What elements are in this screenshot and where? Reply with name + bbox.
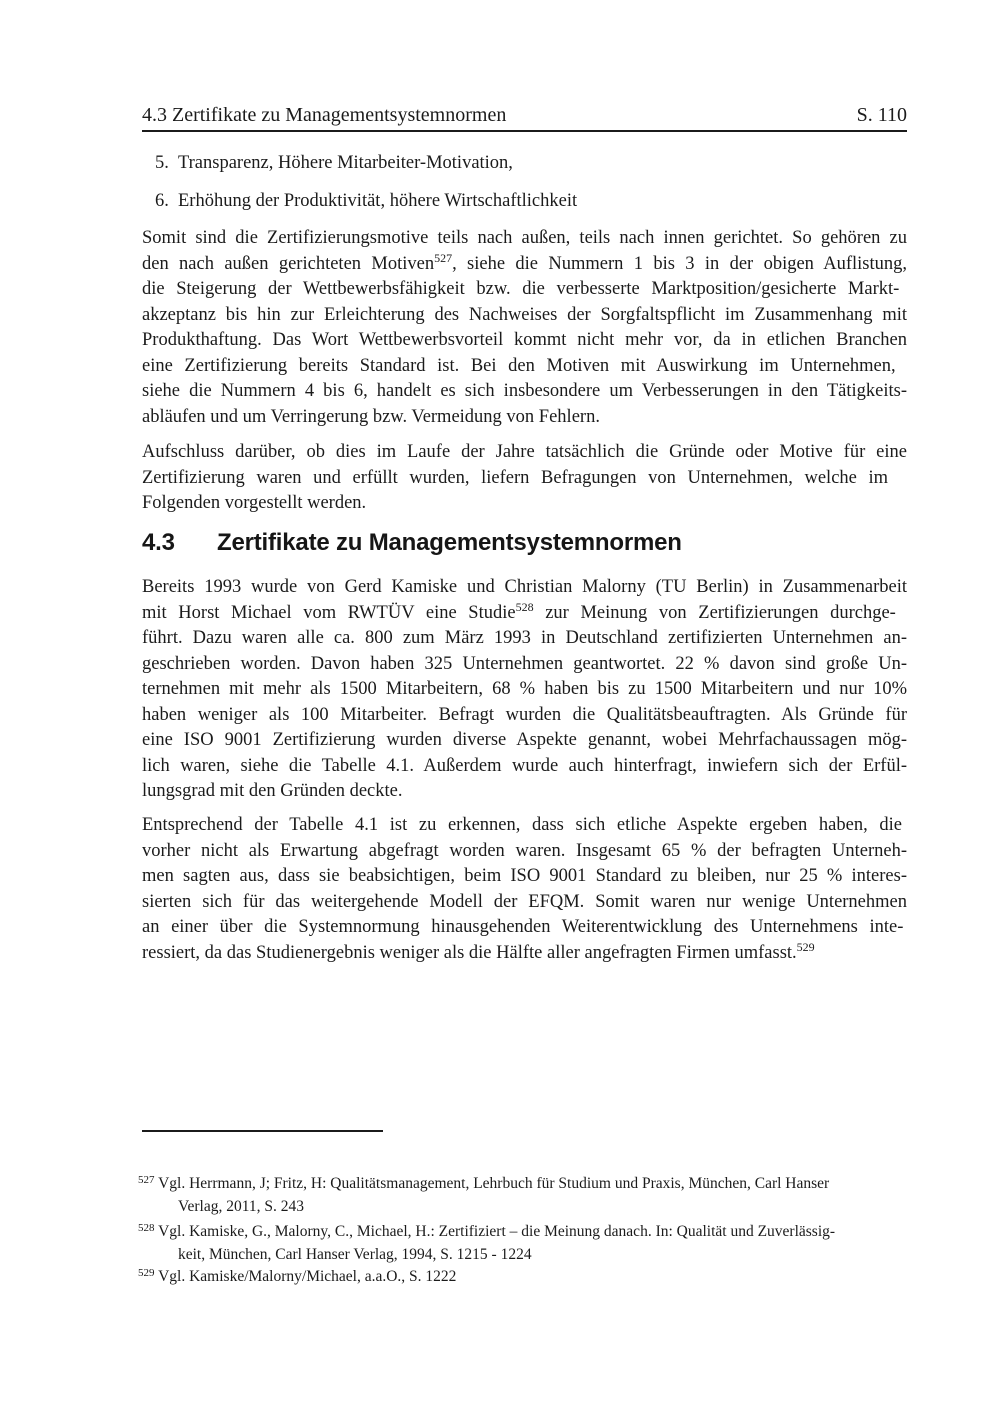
footnote-separator: [142, 1130, 383, 1132]
text-segment: ressiert, da das Studienergebnis weniger als die Hälfte aller angefragten Firmen umfasst.: [142, 942, 797, 963]
text-line: Folgenden vorgestellt werden.: [142, 493, 367, 513]
list-item-number: 5.: [155, 153, 169, 173]
footnote-ref-527: 527: [434, 250, 453, 265]
text-line: haben weniger als 100 Mitarbeiter. Befragt wurden die Qualitätsbeauftragten. Als Gründe für: [142, 704, 907, 725]
text-line: an einer über die Systemnormung hinausgehenden Weiterentwicklung des Unternehmens inte-: [142, 917, 904, 937]
text-line: vorher nicht als Erwartung abgefragt worden waren. Insgesamt 65 % der befragten Unterneh-: [142, 840, 907, 861]
text-line: lungsgrad mit den Gründen deckte.: [142, 781, 403, 801]
text-line: eine Zertifizierung bereits Standard ist. Bei den Motiven mit Auswirkung im Unternehmen,: [142, 355, 896, 376]
list-item-text: Transparenz, Höhere Mitarbeiter-Motivation,: [178, 153, 513, 173]
text-line: [142, 252, 907, 278]
text-line: Produkthaftung. Das Wort Wettbewerbsvorteil kommt nicht mehr vor, da in etlichen Branchen: [142, 330, 907, 350]
footnote-line: [138, 1221, 928, 1244]
text-line: ternehmen mit mehr als 1500 Mitarbeitern, 68 % haben bis zu 1500 Mitarbeitern und nur 10%: [142, 679, 907, 699]
footnote-text: Vgl. Kamiske, G., Malorny, C., Michael, H.: Zertifiziert – die Meinung danach. In: Qualität und Zuverlässig-: [158, 1223, 836, 1240]
section-title: Zertifikate zu Managementsystemnormen: [217, 529, 682, 556]
text-line: men sagten aus, dass sie beabsichtigen, beim ISO 9001 Standard zu bleiben, nur 25 % interes-: [142, 866, 907, 886]
paragraph-aufschluss: [142, 440, 907, 517]
paragraph-studie: [142, 575, 907, 805]
paragraph-tabelle: [142, 813, 907, 966]
section-number: 4.3: [142, 529, 175, 556]
footnote-527: [138, 1173, 928, 1218]
text-line: Entsprechend der Tabelle 4.1 ist zu erkennen, dass sich etliche Aspekte ergeben haben, die: [142, 815, 902, 835]
text-line: die Steigerung der Wettbewerbsfähigkeit bzw. die verbesserte Marktposition/gesicherte Markt-: [142, 279, 900, 299]
footnote-line: Verlag, 2011, S. 243: [178, 1197, 304, 1215]
list-item-text: Erhöhung der Produktivität, höhere Wirtschaftlichkeit: [178, 191, 578, 211]
text-line: führt. Dazu waren alle ca. 800 zum März 1993 in Deutschland zertifizierten Unternehmen an-: [142, 628, 907, 648]
text-line: Zertifizierung waren und erfüllt wurden, liefern Befragungen von Unternehmen, welche im: [142, 467, 889, 488]
text-segment: zur Meinung von Zertifizierungen durchge-: [533, 602, 896, 623]
list-item-6: [142, 189, 920, 215]
text-segment: , siehe die Nummern 1 bis 3 in der obigen Auflistung,: [452, 253, 908, 274]
footnote-line: [138, 1173, 928, 1196]
footnote-ref-528: 528: [515, 599, 534, 614]
footnote-text: Vgl. Herrmann, J; Fritz, H: Qualitätsmanagement, Lehrbuch für Studium und Praxis, München, Carl Hanser: [158, 1175, 830, 1192]
footnote-line: keit, München, Carl Hanser Verlag, 1994, S. 1215 - 1224: [178, 1245, 532, 1263]
paragraph-motive: [142, 226, 907, 430]
footnote-529: [138, 1266, 928, 1289]
footnote-line: [138, 1266, 928, 1289]
text-segment: den nach außen gerichteten Motiven: [142, 253, 435, 274]
footnote-ref-529: 529: [796, 939, 815, 954]
page-number: S. 110: [856, 104, 907, 126]
text-line: Somit sind die Zertifizierungsmotive teils nach außen, teils nach innen gerichtet. So gehören zu: [142, 228, 907, 248]
running-header-title: 4.3 Zertifikate zu Managementsystemnormen: [142, 104, 507, 126]
list-item-5: [142, 151, 920, 177]
text-line: [142, 941, 907, 967]
footnote-marker-528: 528: [138, 1222, 155, 1234]
running-header: [142, 103, 907, 132]
text-segment: mit Horst Michael vom RWTÜV eine Studie: [142, 602, 516, 623]
text-line: lich waren, siehe die Tabelle 4.1. Außerdem wurde auch hinterfragt, inwiefern sich der Erfül-: [142, 755, 907, 776]
text-line: abläufen und um Verringerung bzw. Vermeidung von Fehlern.: [142, 406, 600, 427]
footnote-text: Vgl. Kamiske/Malorny/Michael, a.a.O., S. 1222: [158, 1268, 457, 1285]
section-heading: [142, 528, 682, 558]
text-line: [142, 601, 907, 627]
text-line: geschrieben worden. Davon haben 325 Unternehmen geantwortet. 22 % davon sind große Un-: [142, 653, 907, 674]
text-line: eine ISO 9001 Zertifizierung wurden diverse Aspekte genannt, wobei Mehrfachaussagen mög-: [142, 730, 907, 750]
text-line: sierten sich für das weitergehende Modell der EFQM. Somit waren nur wenige Unternehmen: [142, 891, 907, 912]
text-line: akzeptanz bis hin zur Erleichterung des Nachweises der Sorgfaltspflicht im Zusammenhang mit: [142, 304, 907, 325]
text-line: Bereits 1993 wurde von Gerd Kamiske und Christian Malorny (TU Berlin) in Zusammenarbeit: [142, 577, 907, 597]
footnote-528: [138, 1221, 928, 1266]
text-line: Aufschluss darüber, ob dies im Laufe der Jahre tatsächlich die Gründe oder Motive für eine: [142, 442, 907, 462]
footnote-marker-527: 527: [138, 1174, 155, 1186]
footnote-marker-529: 529: [138, 1267, 155, 1279]
list-item-number: 6.: [155, 191, 169, 211]
text-line: siehe die Nummern 4 bis 6, handelt es sich insbesondere um Verbesserungen in den Tätigkeits-: [142, 381, 907, 401]
